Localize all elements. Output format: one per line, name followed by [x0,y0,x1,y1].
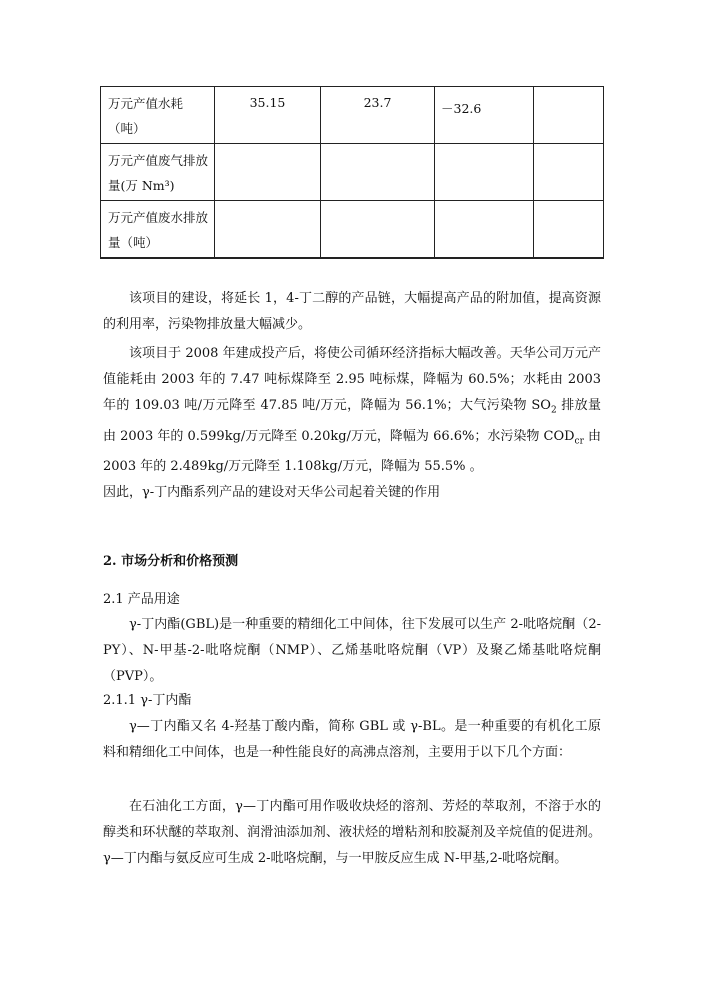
paragraph-gbl-intro: γ-丁内酯(GBL)是一种重要的精细化工中间体，往下发展可以生产 2-吡咯烷酮（2-PY）、N-甲基-2-吡咯烷酮（NMP）、乙烯基吡咯烷酮（VP）及聚乙烯基吡咯烷酮（PVP）。 [103,617,601,684]
paragraph-text: 由 2003 年的 2.489kg/万元降至 1.108kg/万元，降幅为 55.5% 。 [103,428,602,475]
subsubsection-heading: 2.1.1 γ-丁内酯 [103,693,192,708]
table-cell [321,144,435,201]
table-cell [534,87,604,144]
indicator-table [100,86,604,259]
table-cell [435,144,534,201]
paragraph-gbl-petrochemical: 在石油化工方面，γ—丁内酯可用作吸收炔烃的溶剂、芳烃的萃取剂，不溶于水的醇类和环状醚的萃取剂、润滑油添加剂、液状烃的增粘剂和胶凝剂及辛烷值的促进剂。γ—丁内酯与氨反应可生成 2-吡咯烷酮，与一甲胺反应生成 N-甲基,2-吡咯烷酮。 [103,799,601,866]
paragraph-project-benefit: 该项目的建设，将延长 1，4-丁二醇的产品链，大幅提高产品的附加值，提高资源的利用率，污染物排放量大幅减少。 [103,291,601,332]
paragraph-text: 排放量由 2003 年的 0.599kg/万元降至 0.20kg/万元，降幅为 66.6%；水污染物 COD [103,398,601,444]
table-cell: －32.6 [435,87,534,144]
table-cell: 23.7 [321,87,435,144]
table-cell [534,144,604,201]
subsection-heading: 2.1 产品用途 [103,592,180,607]
table-cell [321,201,435,258]
table-cell [435,201,534,258]
table-cell: 35.15 [215,87,321,144]
table-cell [534,201,604,258]
row-label: 万元产值废气排放量(万 Nm³) [101,144,215,201]
row-label: 万元产值水耗（吨） [101,87,215,144]
paragraph-gbl-description: γ—丁内酯又名 4-羟基丁酸内酯，简称 GBL 或 γ-BL。是一种重要的有机化工原料和精细化工中间体，也是一种性能良好的高沸点溶剂，主要用于以下几个方面： [103,719,601,760]
row-label: 万元产值废水排放量（吨） [101,201,215,258]
subscript: cr [574,436,584,447]
table-cell [215,201,321,258]
paragraph-circular-economy [103,341,601,480]
paragraph-text: 该项目于 2008 年建成投产后，将使公司循环经济指标大幅改善。天华公司万元产值能耗由 2003 年的 7.47 吨标煤降至 2.95 吨标煤，降幅为 60.5%；水耗由 2003 年的 109.03 吨/万元降至 47.85 吨/万元，降幅为 56.1%；大气污染物 SO [103,346,601,413]
table-row [101,201,604,258]
section-heading: 2. 市场分析和价格预测 [103,554,239,569]
table-cell [215,144,321,201]
table-row [101,87,604,144]
paragraph-conclusion: 因此，γ-丁内酯系列产品的建设对天华公司起着关键的作用 [103,485,441,500]
table-row [101,144,604,201]
subscript: 2 [550,405,557,416]
